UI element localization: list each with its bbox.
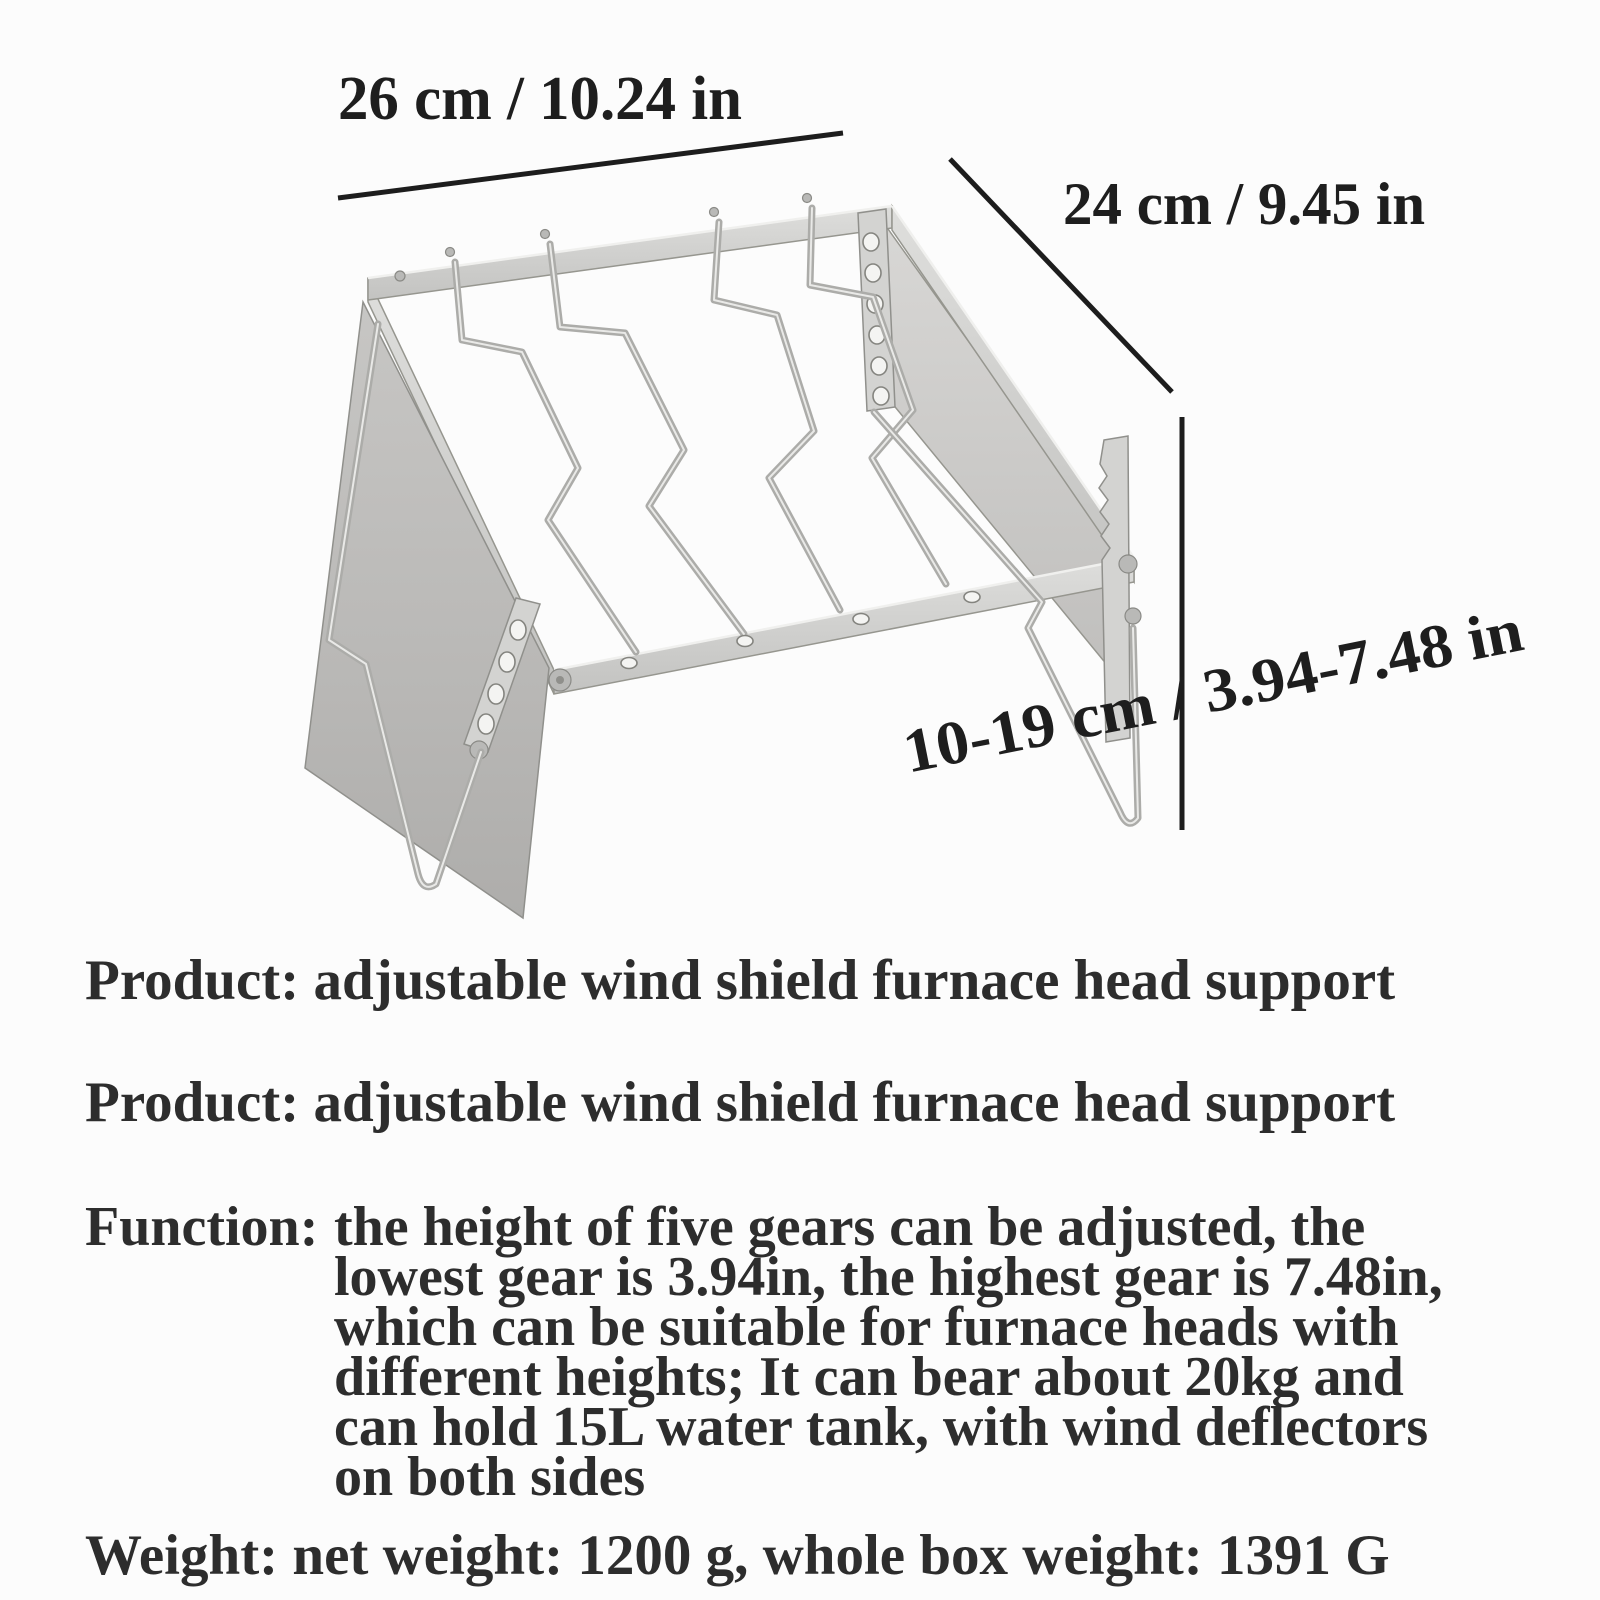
width-dimension-label: 26 cm / 10.24 in [338, 65, 742, 133]
function-spec [85, 1196, 1443, 1508]
function-text-line: different heights; It can bear about 20kg and [334, 1346, 1404, 1408]
weight-spec-line: Weight: net weight: 1200 g, whole box weight: 1391 G [85, 1524, 1390, 1587]
depth-dimension-label: 24 cm / 9.45 in [1063, 171, 1425, 237]
function-label: Function: [85, 1196, 319, 1258]
height-dimension-label: 10-19 cm / 3.94-7.48 in [897, 603, 1492, 787]
support-wire-3-highlight [714, 222, 840, 610]
front-left-corner-bolt-center [556, 676, 564, 684]
function-text [334, 1196, 1443, 1508]
function-text-line: lowest gear is 3.94in, the highest gear is 7.48in, [334, 1246, 1443, 1308]
front-right-leg-pin [1125, 608, 1141, 624]
front-rail-highlight [554, 558, 1134, 670]
function-text-line: which can be suitable for furnace heads with [334, 1296, 1399, 1358]
function-text-line: can hold 15L water tank, with wind deflectors [334, 1396, 1429, 1458]
width-dimension-line [338, 133, 843, 198]
product-spec-line-2: Product: adjustable wind shield furnace head support [85, 1071, 1396, 1134]
function-text-line: on both sides [334, 1446, 646, 1508]
support-wire-3 [714, 222, 840, 610]
product-stand [305, 194, 1141, 919]
product-spec-line-1: Product: adjustable wind shield furnace head support [85, 949, 1396, 1012]
front-right-corner-bolt [1119, 555, 1137, 573]
function-text-line: the height of five gears can be adjusted, the [334, 1196, 1366, 1258]
